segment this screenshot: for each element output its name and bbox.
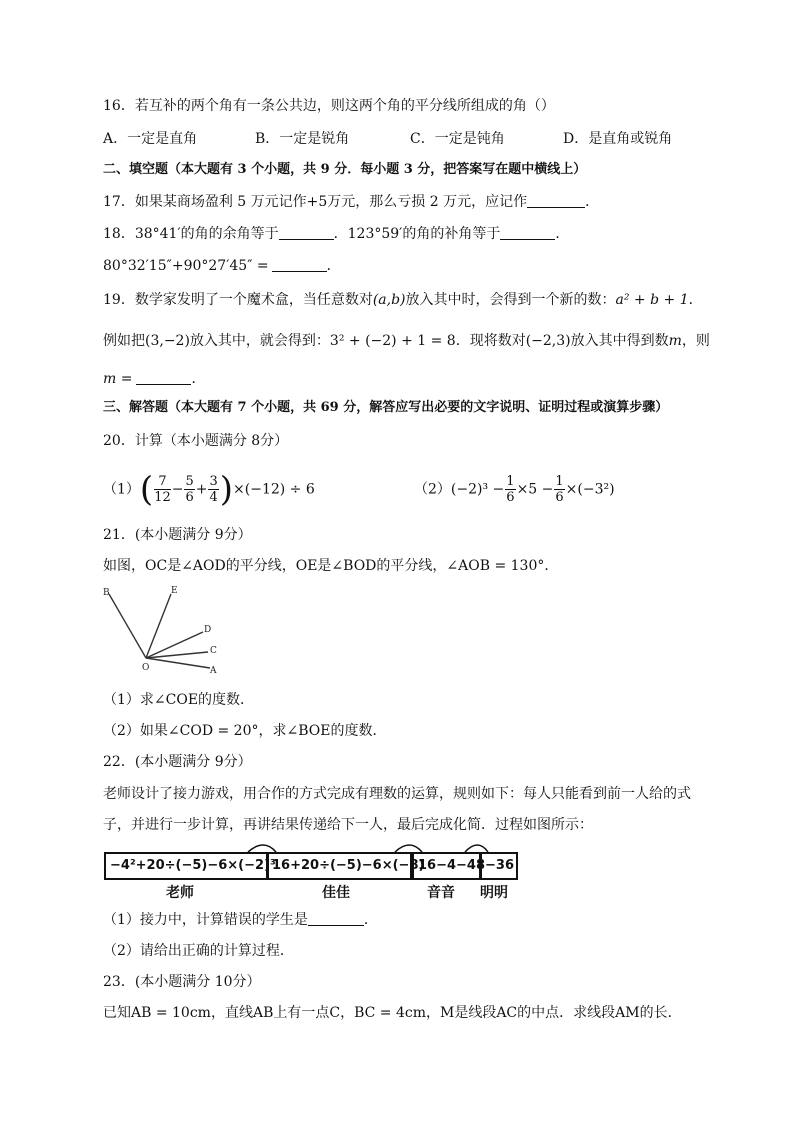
q20-p2-f1-den: 6 bbox=[506, 490, 515, 505]
q20-p1-f1-num: 7 bbox=[154, 474, 171, 490]
q16-option-c: C．一定是钝角 bbox=[410, 131, 505, 147]
q19-line2end: ，则 bbox=[681, 333, 710, 349]
q16-stem: 16．若互补的两个角有一条公共边，则这两个角的平分线所组成的角（） bbox=[103, 98, 555, 114]
section2-heading: 二、填空题（本大题有 3 个小题，共 9 分．每小题 3 分，把答案写在题中横线上） bbox=[103, 162, 587, 177]
label-b: B bbox=[103, 588, 110, 598]
q19-line1 bbox=[103, 290, 703, 310]
q19-line2 bbox=[103, 331, 710, 351]
q22-desc1: 老师设计了接力游戏，用合作的方式完成有理数的运算，规则如下：每人只能看到前一人给的式 bbox=[103, 786, 691, 802]
q20-p1-f2-num: 5 bbox=[185, 474, 194, 489]
q18-part1: 18．38°41′的角的余角等于 bbox=[103, 226, 279, 242]
q20-p1-frac3 bbox=[208, 474, 218, 505]
relay-name-teacher: 老师 bbox=[166, 885, 194, 901]
q20-p2-frac2 bbox=[554, 474, 564, 505]
relay-arrow-1 bbox=[248, 845, 276, 852]
q20-p2-f2-num: 1 bbox=[555, 474, 564, 489]
q18-part2: ．123°59′的角的补角等于 bbox=[333, 226, 501, 242]
q23-desc: 已知AB = 10cm，直线AB上有一点C，BC = 4cm，M是线段AC的中点．求线段AM的长． bbox=[103, 1005, 682, 1021]
relay-arrows bbox=[240, 838, 520, 858]
q18-line2 bbox=[103, 256, 341, 276]
q21-part2: （2）如果∠COD = 20°，求∠BOE的度数． bbox=[103, 723, 387, 739]
q19-line1b: 放入其中时，会得到一个新的数： bbox=[405, 292, 616, 308]
q16-option-b: B．一定是锐角 bbox=[255, 131, 350, 147]
label-e: E bbox=[171, 586, 178, 596]
q20-p1-f3-den: 4 bbox=[209, 490, 218, 505]
q20-p2-frac1 bbox=[505, 474, 515, 505]
q20-p1-tail: ×(−12) ÷ 6 bbox=[233, 481, 315, 498]
q21-title: 21．(本小题满分 9分） bbox=[103, 527, 252, 543]
relay-name-yinyin: 音音 bbox=[427, 885, 455, 901]
q16-option-d: D．是直角或锐角 bbox=[563, 131, 673, 147]
q20-p1-frac2 bbox=[184, 474, 194, 505]
q19-line3end: ． bbox=[191, 371, 206, 387]
q20-p1-f3-num: 3 bbox=[209, 474, 218, 489]
q23-title: 23．(本小题满分 10分） bbox=[103, 974, 261, 990]
q22-title: 22．(本小题满分 9分） bbox=[103, 754, 252, 770]
relay-name-jiajia: 佳佳 bbox=[322, 885, 350, 901]
q17-text: 17．如果某商场盈利 5 万元记作+5万元，那么亏损 2 万元，应记作 bbox=[103, 194, 528, 210]
q22-blank bbox=[308, 911, 364, 926]
q18-line1 bbox=[103, 224, 569, 244]
q18-line2-text: 80°32′15″+90°27′45″ = bbox=[103, 258, 269, 274]
q22-part1 bbox=[103, 910, 378, 930]
q21-desc: 如图，OC是∠AOD的平分线，OE是∠BOD的平分线，∠AOB = 130°． bbox=[103, 558, 559, 574]
q20-part1: （1）( $\frac{7}{12}$ − $\frac{5}{6}$ + $\frac{3}{4}$ )×(−12) ÷ 6 bbox=[103, 469, 315, 510]
q20-p2-tail: ×(−3²) bbox=[565, 481, 615, 498]
q22-part2: （2）请给出正确的计算过程． bbox=[103, 943, 294, 959]
q18-blank2 bbox=[500, 225, 555, 240]
q17 bbox=[103, 192, 599, 212]
q19-blank bbox=[136, 370, 191, 385]
q21-part1: （1）求∠COE的度数． bbox=[103, 692, 255, 708]
q20-p1-label: （1） bbox=[103, 481, 140, 498]
relay-box-jiajia: 16+20÷(−5)−6×(−8) bbox=[266, 852, 412, 880]
q20-p1-f1-den: 12 bbox=[154, 490, 171, 505]
q20-p2-label: （2） bbox=[414, 481, 451, 498]
q19-line2-text: 例如把(3,−2)放入其中，就会得到：3² + (−2) + 1 = 8．现将数对(−2,3)放入其中得到数 bbox=[103, 333, 669, 349]
section3-heading: 三、解答题（本大题有 7 个小题，共 69 分，解答应写出必要的文字说明、证明过程或演算步骤） bbox=[103, 400, 669, 415]
q22-desc2: 子，并进行一步计算，再讲结果传递给下一人，最后完成化简．过程如图所示： bbox=[103, 817, 593, 833]
q18-blank3 bbox=[272, 257, 327, 272]
q20-p2-mid: ×5 − bbox=[516, 481, 554, 498]
q19-line1a: 19．数学家发明了一个魔术盒，当任意数对 bbox=[103, 292, 373, 308]
relay-arrow-2 bbox=[395, 845, 422, 852]
q21-angle-figure bbox=[100, 584, 225, 679]
q19-formula: a² + b + 1 bbox=[615, 292, 689, 308]
ray-ob bbox=[109, 594, 146, 658]
relay-box-yinyin: 16−4−48 bbox=[412, 852, 482, 880]
q22-part1-text: （1）接力中，计算错误的学生是 bbox=[103, 912, 308, 928]
label-o: O bbox=[142, 663, 150, 673]
q20-p1-frac1 bbox=[154, 474, 171, 505]
label-d: D bbox=[204, 625, 212, 635]
ray-oc bbox=[146, 652, 208, 658]
relay-arrow-3 bbox=[465, 845, 488, 852]
q17-end: ． bbox=[585, 194, 600, 210]
q16-option-a: A．一定是直角 bbox=[103, 131, 198, 147]
q20-p1-f2-den: 6 bbox=[185, 490, 194, 505]
q20-p1-lparen: ( bbox=[139, 469, 154, 510]
q19-m: m bbox=[668, 333, 682, 349]
q17-blank bbox=[527, 193, 585, 208]
q20-title: 20．计算（本小题满分 8分） bbox=[103, 433, 289, 449]
label-a: A bbox=[210, 666, 217, 676]
relay-box-teacher: −4²+20÷(−5)−6×(−2)³ bbox=[104, 852, 269, 880]
q19-line1end: ． bbox=[688, 292, 703, 308]
q20-part2 bbox=[414, 474, 615, 505]
q19-line3 bbox=[103, 369, 205, 389]
q18-blank1 bbox=[279, 225, 334, 240]
relay-name-mingming: 明明 bbox=[480, 885, 508, 901]
q22-part1-end: ． bbox=[363, 912, 378, 928]
label-c: C bbox=[210, 646, 217, 656]
q20-p2-f1-num: 1 bbox=[506, 474, 515, 489]
q20-p1-rparen: ) bbox=[219, 469, 234, 510]
relay-box-mingming: −36 bbox=[479, 852, 518, 880]
ray-oa bbox=[146, 658, 210, 668]
q20-p2-f2-den: 6 bbox=[555, 490, 564, 505]
q18-end2: ． bbox=[326, 258, 341, 274]
q19-pair: (a,b) bbox=[372, 292, 406, 308]
q19-m-eq: m = bbox=[103, 371, 133, 387]
q20-p2-head: (−2)³ − bbox=[450, 481, 505, 498]
q18-end: ． bbox=[555, 226, 570, 242]
